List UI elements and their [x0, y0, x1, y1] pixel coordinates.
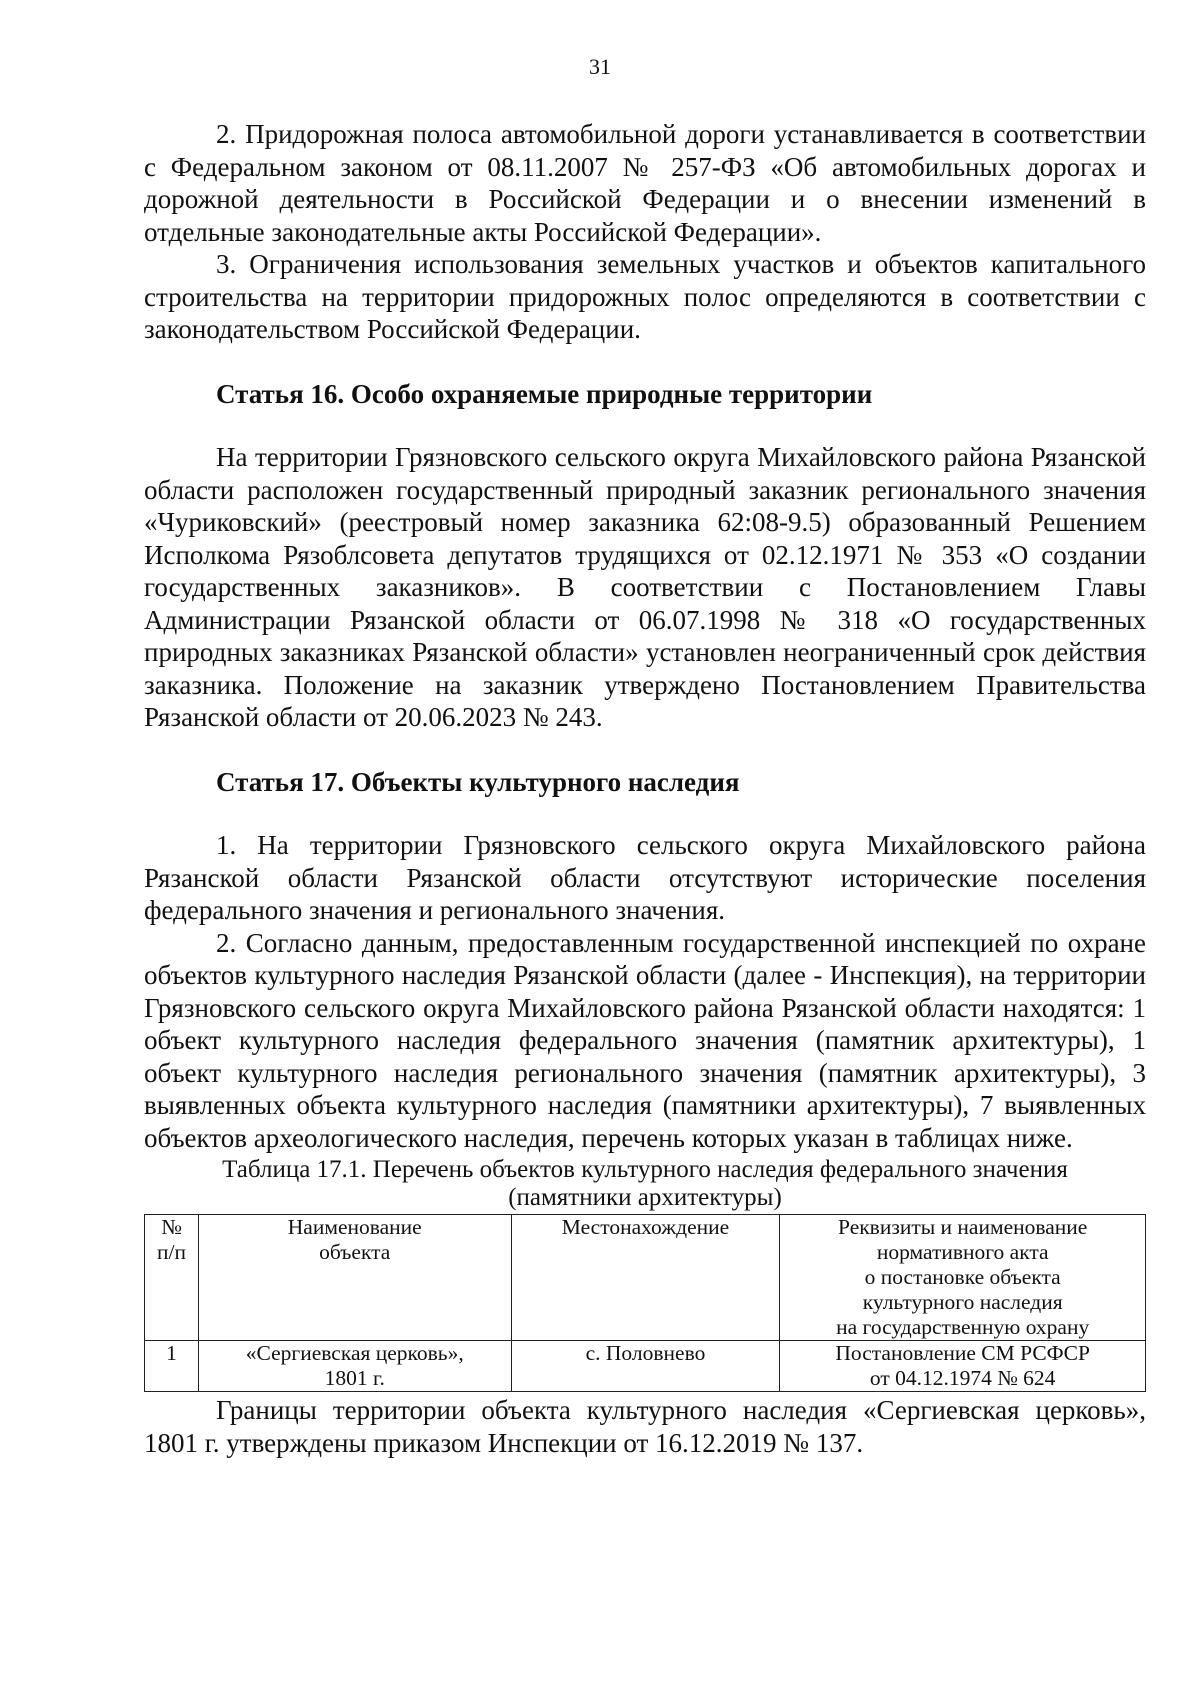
header-object-name: Наименование объекта [198, 1215, 511, 1341]
table-caption-line-1: Таблица 17.1. Перечень объектов культурного наследия федерального значения [222, 1156, 1068, 1183]
header-number: № п/п [145, 1215, 199, 1341]
table-header-row [145, 1215, 1146, 1341]
article-16-text: На территории Грязновского сельского округа Михайловского района Рязанской области расположен государственный природный заказник регионального значения «Чуриковский» (реестровый номер заказника 62:08-9.5) образованный Решением Исполкома Рязоблсовета депутатов трудящихся от 02.12.1971 № 353 «О создании государственных заказников». В соответствии с Постановлением Главы Администрации Рязанской области от 06.07.1998 № 318 «О государственных природных заказниках Рязанской области» установлен неограниченный срок действия заказника. Положение на заказник утверждено Постановлением Правительства Рязанской области от 20.06.2023 № 243. [144, 442, 1146, 732]
article-17-paragraph-1: 1. На территории Грязновского сельского округа Михайловского района Рязанской области Рязанской области отсутствуют исторические поселения федерального значения и регионального значения. [144, 830, 1146, 925]
cell-number: 1 [145, 1341, 199, 1392]
table-row [145, 1341, 1146, 1392]
page-number: 31 [589, 54, 611, 79]
table-caption-line-2: (памятники архитектуры) [508, 1184, 782, 1211]
cell-object-name: «Сергиевская церковь», 1801 г. [198, 1341, 511, 1392]
article-17-heading: Статья 17. Объекты культурного наследия [216, 766, 740, 797]
header-legal-act: Реквизиты и наименование нормативного акта о постановке объекта культурного наследия на государственную охрану [780, 1215, 1146, 1341]
paragraph-land-use-restrictions: 3. Ограничения использования земельных участков и объектов капитального строительства на территории придорожных полос определяются в соответствии с законодательством Российской Федерации. [144, 249, 1146, 344]
paragraph-heritage-boundaries: Границы территории объекта культурного наследия «Сергиевская церковь», 1801 г. утверждены приказом Инспекции от 16.12.2019 № 137. [144, 1395, 1146, 1458]
cell-location: с. Половнево [511, 1341, 780, 1392]
header-location: Местонахождение [511, 1215, 780, 1341]
cell-legal-act: Постановление СМ РСФСР от 04.12.1974 № 624 [780, 1341, 1146, 1392]
article-17-paragraph-2: 2. Согласно данным, предоставленным государственной инспекцией по охране объектов культурного наследия Рязанской области (далее - Инспекция), на территории Грязновского сельского округа Михайловского района Рязанской области находятся: 1 объект культурного наследия федерального значения (памятник архитектуры), 1 объект культурного наследия регионального значения (памятник архитектуры), 3 выявленных объекта культурного наследия (памятники архитектуры), 7 выявленных объектов археологического наследия, перечень которых указан в таблицах ниже. [144, 927, 1146, 1153]
heritage-objects-table [144, 1214, 1146, 1392]
table-caption [144, 1156, 1146, 1212]
paragraph-roadside-strip: 2. Придорожная полоса автомобильной дороги устанавливается в соответствии с Федеральном законом от 08.11.2007 № 257-ФЗ «Об автомобильных дорогах и дорожной деятельности в Российской Федерации и о внесении изменений в отдельные законодательные акты Российской Федерации». [144, 119, 1146, 247]
article-16-heading: Статья 16. Особо охраняемые природные территории [216, 378, 873, 409]
document-body [144, 118, 1146, 1459]
